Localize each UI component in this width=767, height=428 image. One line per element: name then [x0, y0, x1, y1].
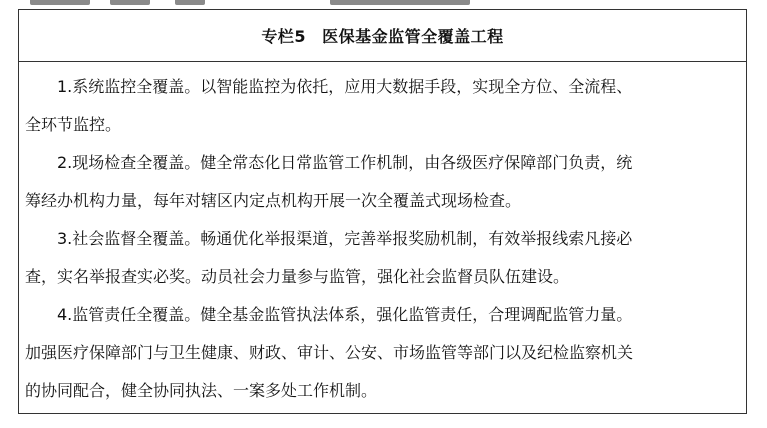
feature-box: [18, 9, 747, 414]
paragraph-line: 查，实名举报查实必奖。动员社会力量参与监管，强化社会监督员队伍建设。: [25, 267, 570, 286]
paragraph-line: 加强医疗保障部门与卫生健康、财政、审计、公安、市场监管等部门以及纪检监察机关: [25, 343, 634, 362]
paragraph-line: 3.社会监督全覆盖。畅通优化举报渠道，完善举报奖励机制，有效举报线索凡接必: [57, 229, 633, 248]
box-title: [19, 10, 746, 62]
cropped-text-fragment: [30, 0, 90, 5]
paragraph-4: [19, 296, 746, 410]
paragraph-line: 1.系统监控全覆盖。以智能监控为依托，应用大数据手段，实现全方位、全流程、: [57, 77, 633, 96]
box-title-text: 医保基金监管全覆盖工程: [322, 27, 504, 46]
paragraph-line: 2.现场检查全覆盖。健全常态化日常监管工作机制，由各级医疗保障部门负责，统: [57, 153, 633, 172]
cropped-text-fragment: [110, 0, 150, 5]
paragraph-line: 全环节监控。: [25, 115, 122, 134]
paragraph-3: [19, 220, 746, 296]
box-title-number: 专栏5: [261, 27, 307, 46]
box-body: [19, 62, 746, 410]
paragraph-2: [19, 144, 746, 220]
cropped-previous-text: [0, 0, 767, 9]
cropped-text-fragment: [330, 0, 470, 5]
paragraph-line: 筹经办机构力量，每年对辖区内定点机构开展一次全覆盖式现场检查。: [25, 191, 522, 210]
paragraph-line: 4.监管责任全覆盖。健全基金监管执法体系，强化监管责任，合理调配监管力量。: [57, 305, 633, 324]
paragraph-1: [19, 68, 746, 144]
cropped-text-fragment: [175, 0, 205, 5]
paragraph-line: 的协同配合，健全协同执法、一案多处工作机制。: [25, 381, 378, 400]
